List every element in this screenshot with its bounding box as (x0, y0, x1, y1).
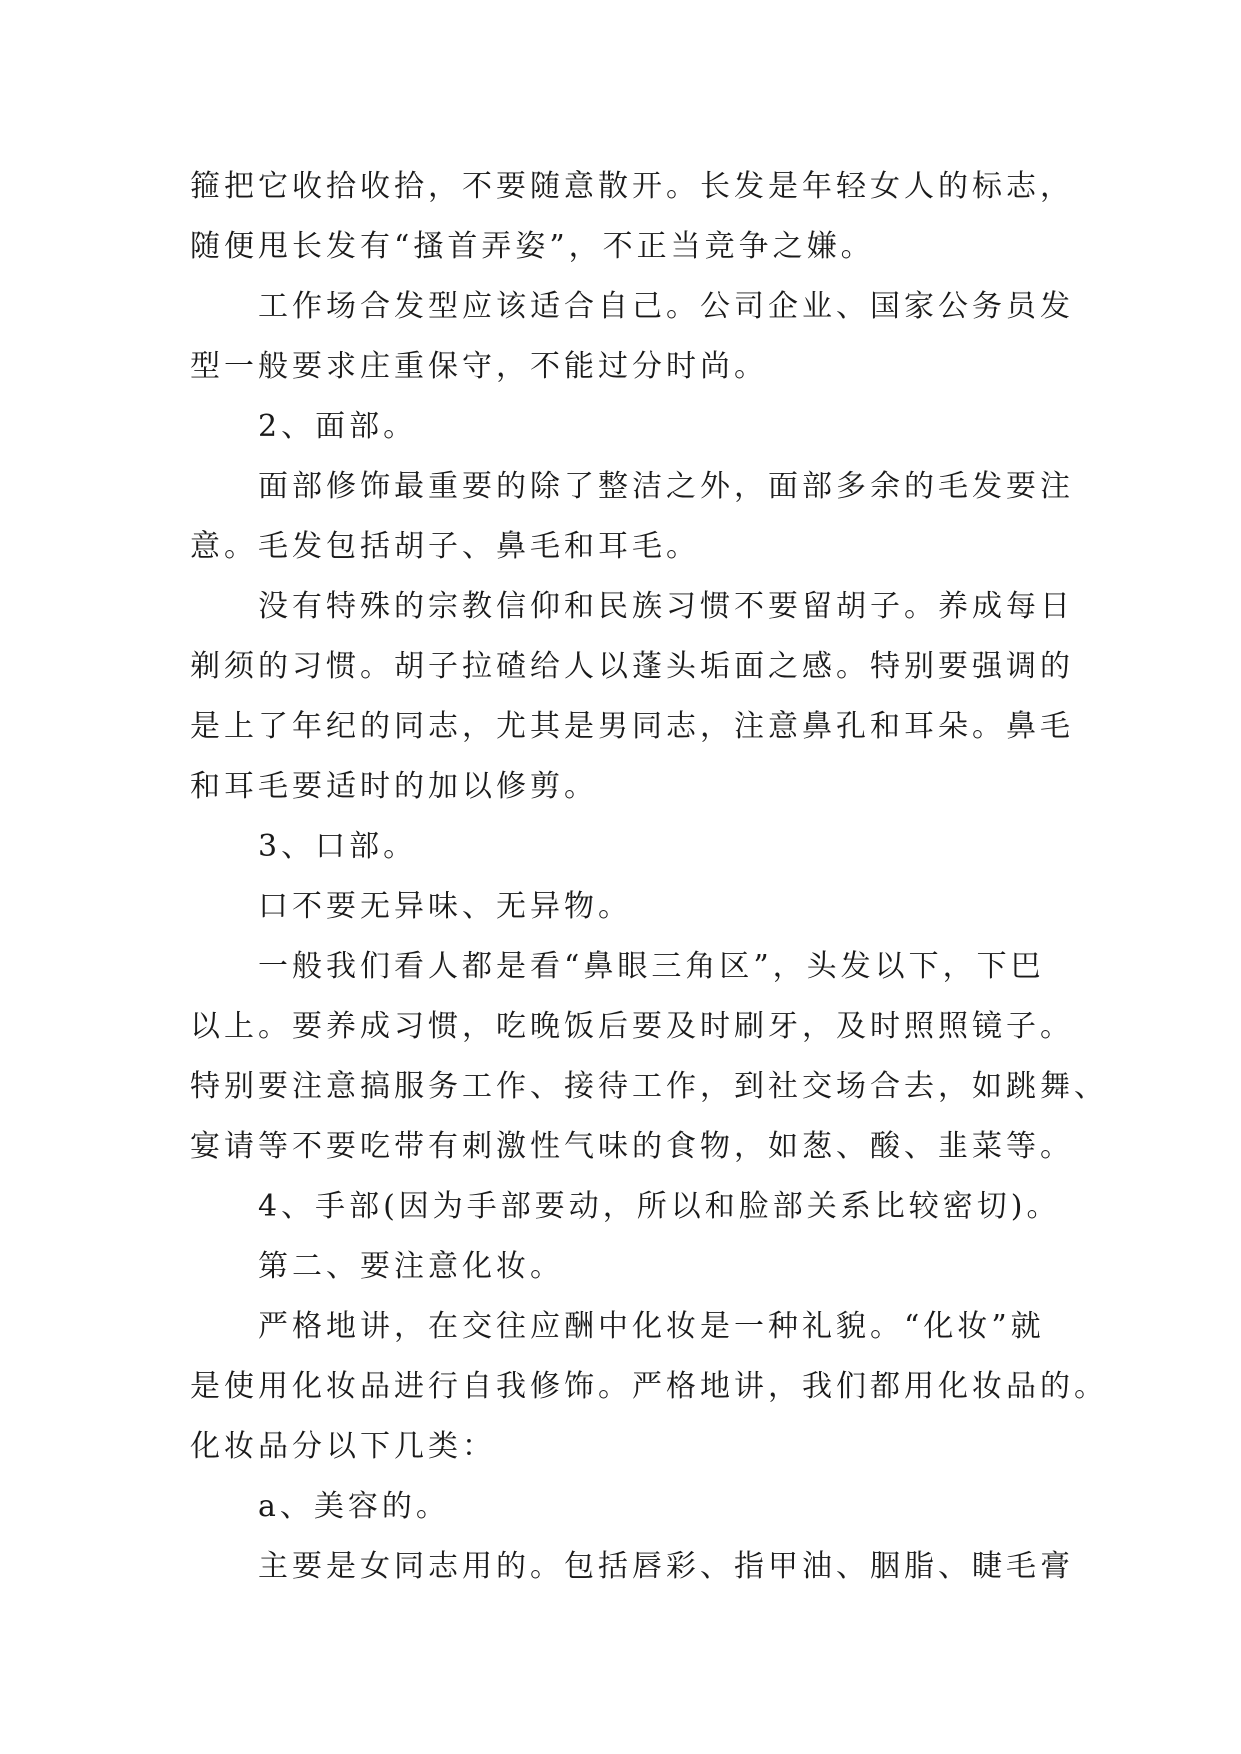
section-heading: 3、口部。 (258, 829, 418, 864)
text-line: 面部修饰最重要的除了整洁之外，面部多余的毛发要注 (258, 469, 1074, 504)
text-line: 口不要无异味、无异物。 (258, 889, 632, 924)
text-line: 一般我们看人都是看“鼻眼三角区”，头发以下，下巴 (258, 949, 1045, 984)
text-line: 主要是女同志用的。包括唇彩、指甲油、胭脂、睫毛膏 (258, 1549, 1074, 1584)
text-line: 型一般要求庄重保守，不能过分时尚。 (190, 349, 768, 384)
text-line: 化妆品分以下几类： (190, 1429, 496, 1464)
section-heading: 第二、要注意化妆。 (258, 1249, 564, 1284)
section-heading: a、美容的。 (258, 1489, 450, 1524)
text-line: 随便甩长发有“搔首弄姿”，不正当竞争之嫌。 (190, 229, 875, 264)
text-line: 是上了年纪的同志，尤其是男同志，注意鼻孔和耳朵。鼻毛 (190, 709, 1074, 744)
text-line: 工作场合发型应该适合自己。公司企业、国家公务员发 (258, 289, 1074, 324)
section-heading: 4、手部(因为手部要动，所以和脸部关系比较密切)。 (258, 1189, 1061, 1224)
text-line: 以上。要养成习惯，吃晚饭后要及时刷牙，及时照照镜子。 (190, 1009, 1074, 1044)
body-text (190, 157, 1108, 1597)
text-line: 特别要注意搞服务工作、接待工作，到社交场合去，如跳舞、 (190, 1069, 1108, 1104)
text-line: 没有特殊的宗教信仰和民族习惯不要留胡子。养成每日 (258, 589, 1074, 624)
text-line: 和耳毛要适时的加以修剪。 (190, 769, 598, 804)
text-line: 宴请等不要吃带有刺激性气味的食物，如葱、酸、韭菜等。 (190, 1129, 1074, 1164)
text-line: 严格地讲，在交往应酬中化妆是一种礼貌。“化妆”就 (258, 1309, 1045, 1344)
text-line: 是使用化妆品进行自我修饰。严格地讲，我们都用化妆品的。 (190, 1369, 1108, 1404)
text-line: 剃须的习惯。胡子拉碴给人以蓬头垢面之感。特别要强调的 (190, 649, 1074, 684)
text-line: 箍把它收拾收拾，不要随意散开。长发是年轻女人的标志， (190, 169, 1074, 204)
text-line: 意。毛发包括胡子、鼻毛和耳毛。 (190, 529, 700, 564)
section-heading: 2、面部。 (258, 409, 418, 444)
